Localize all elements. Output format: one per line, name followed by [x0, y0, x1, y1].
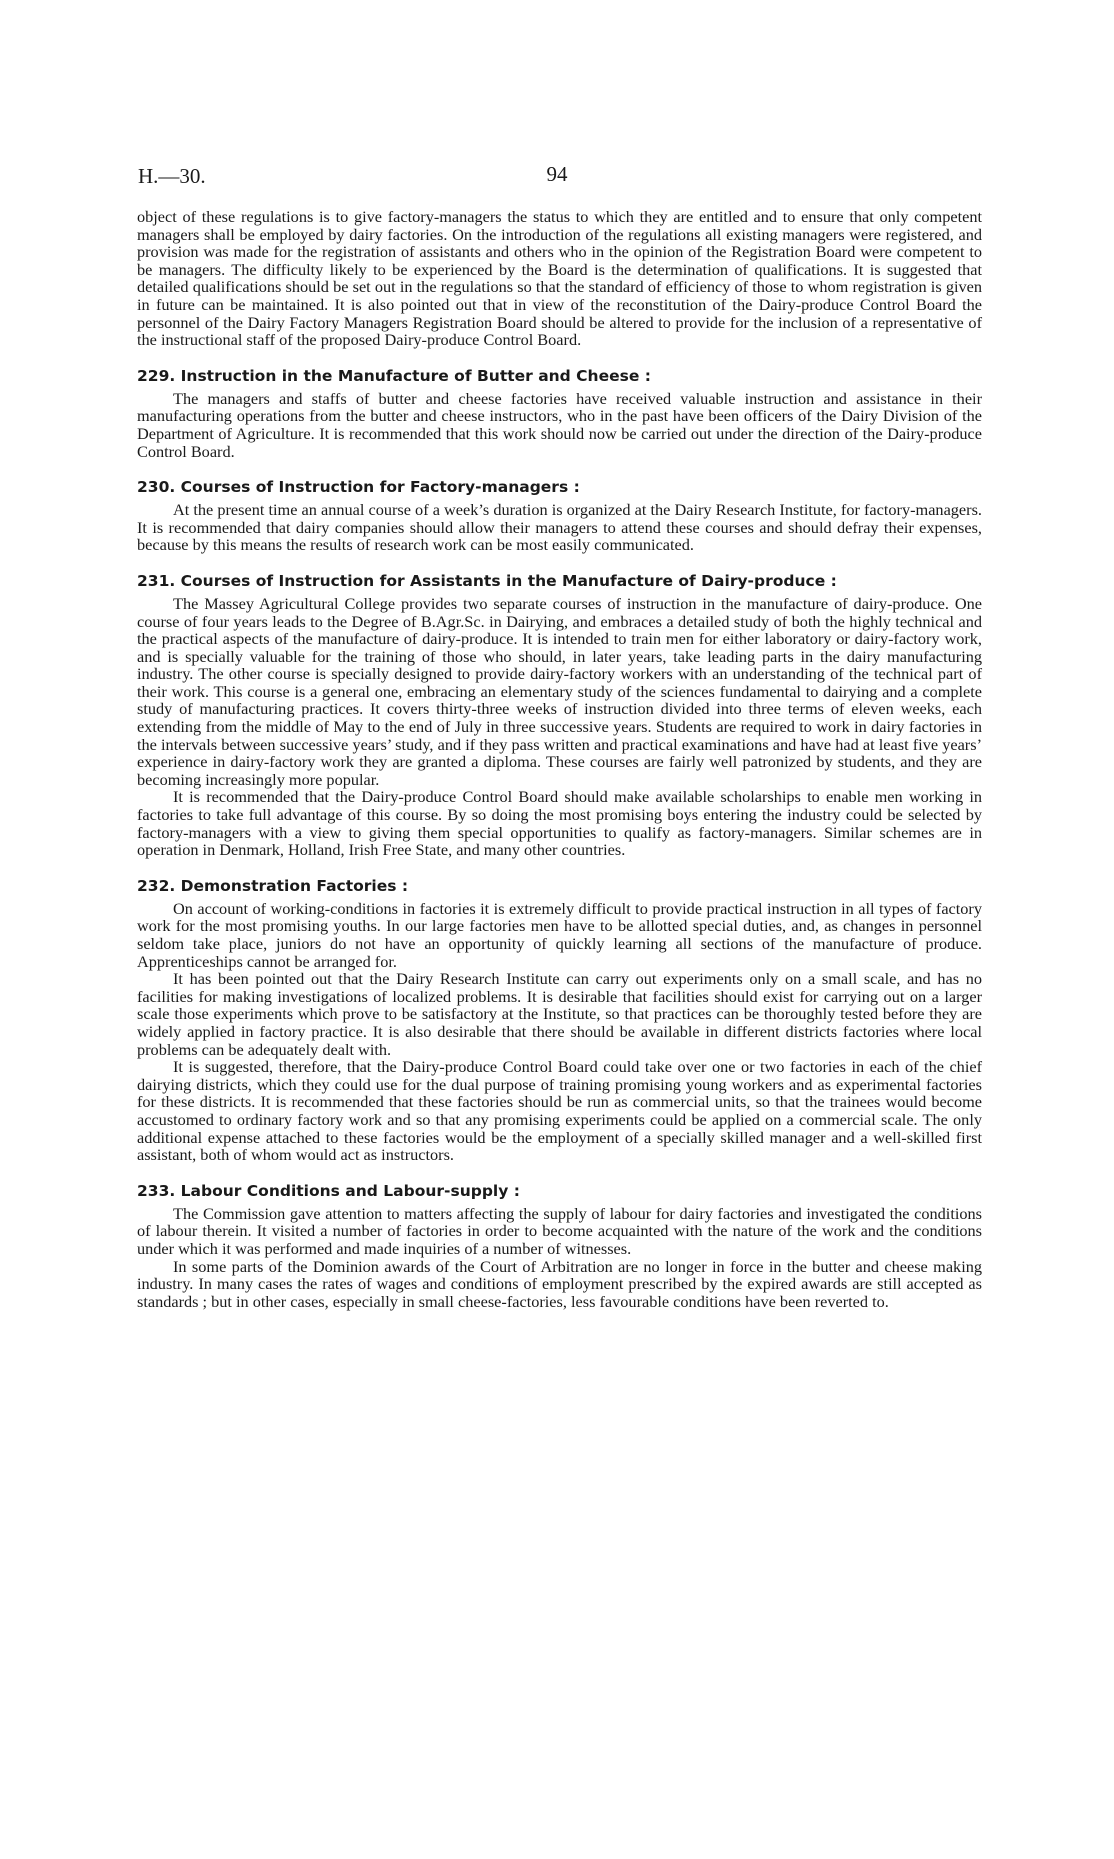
page-number: 94: [546, 162, 568, 186]
section-233-paragraph-2: In some parts of the Dominion awards of the Court of Arbitration are no longer in force in the butter and cheese making industry. In many cases the rates of wages and conditions of employment prescribed by the expired awards are still accepted as standards ; but in other cases, especially in small cheese-factories, less favourable conditions have been reverted to.: [137, 1256, 982, 1311]
section-heading-230: 230. Courses of Instruction for Factory-managers :: [137, 478, 580, 497]
section-232-paragraph-2: It has been pointed out that the Dairy Research Institute can carry out experiments only on a small scale, and has no facilities for making investigations of localized problems. It is desirable that facilities should exist for carrying out on a larger scale those experiments which prove to be satisfactory at the Institute, so that practices can be thoroughly tested before they are widely applied in factory practice. It is also desirable that there should be available in different districts factories where local problems can be adequately dealt with.: [137, 969, 982, 1059]
section-231-paragraph-1: The Massey Agricultural College provides two separate courses of instruction in the manufacture of dairy-produce. One course of four years leads to the Degree of B.Agr.Sc. in Dairying, and embraces a detailed study of both the highly technical and the practical aspects of the manufacture of dairy-produce. It is intended to train men for either laboratory or dairy-factory work, and is specially valuable for the training of those who should, in later years, take leading parts in the dairy manufacturing industry. The other course is specially designed to provide dairy-factory workers with an understanding of the technical part of their work. This course is a general one, embracing an elementary study of the sciences fundamental to dairying and a complete study of manufacturing practices. It covers thirty-three weeks of instruction divided into three terms of eleven weeks, each extending from the middle of May to the end of July in three successive years. Students are required to work in dairy factories in the intervals between successive years’ study, and if they pass written and practical examinations and have had at least five years’ experience in dairy-factory work they are granted a diploma. These courses are fairly well patronized by students, and they are becoming increasingly more popular.: [137, 593, 982, 789]
intro-paragraph: object of these regulations is to give factory-managers the status to which they are entitled and to ensure that only competent managers shall be employed by dairy factories. On the introduction of the regulations all existing managers were registered, and provision was made for the registration of assistants and others who in the opinion of the Registration Board were competent to be managers. The difficulty likely to be experienced by the Board is the determination of qualifications. It is suggested that detailed qualifications should be set out in the regulations so that the standard of efficiency of those to whom registration is given in future can be maintained. It is also pointed out that in view of the reconstitution of the Dairy-produce Control Board the personnel of the Dairy Factory Managers Registration Board should be altered to provide for the inclusion of a representative of the instructional staff of the proposed Dairy-produce Control Board.: [137, 207, 982, 350]
section-232-paragraph-1: On account of working-conditions in factories it is extremely difficult to provide practical instruction in all types of factory work for the most promising youths. In our large factories men have to be allotted special duties, and, as changes in personnel seldom take place, juniors do not have an opportunity of quickly learning all sections of the manufacture of produce. Apprenticeships cannot be arranged for.: [137, 898, 982, 971]
section-heading-233: 233. Labour Conditions and Labour-supply :: [137, 1181, 520, 1200]
section-231-paragraph-2: It is recommended that the Dairy-produce Control Board should make available scholarships to enable men working in factories to take full advantage of this course. By so doing the most promising boys entering the industry could be selected by factory-managers with a view to giving them special opportunities to qualify as factory-managers. Similar schemes are in operation in Denmark, Holland, Irish Free State, and many other countries.: [137, 787, 982, 860]
section-233-paragraph-1: The Commission gave attention to matters affecting the supply of labour for dairy factories and investigated the conditions of labour therein. It visited a number of factories in order to become acquainted with the nature of the work and the conditions under which it was performed and made inquiries of a number of witnesses.: [137, 1203, 982, 1258]
document-body: [137, 208, 982, 1310]
section-heading-229: 229. Instruction in the Manufacture of Butter and Cheese :: [137, 366, 651, 385]
section-heading-231: 231. Courses of Instruction for Assistants in the Manufacture of Dairy-produce :: [137, 571, 837, 590]
section-heading-232: 232. Demonstration Factories :: [137, 876, 409, 895]
document-reference: H.—30.: [138, 164, 206, 188]
section-230-paragraph: At the present time an annual course of a week’s duration is organized at the Dairy Research Institute, for factory-managers. It is recommended that dairy companies should allow their managers to attend these courses and should defray their expenses, because by this means the results of research work can be most easily communicated.: [137, 500, 982, 555]
section-229-paragraph: The managers and staffs of butter and cheese factories have received valuable instruction and assistance in their manufacturing operations from the butter and cheese instructors, who in the past have been officers of the Dairy Division of the Department of Agriculture. It is recommended that this work should now be carried out under the direction of the Dairy-produce Control Board.: [137, 388, 982, 461]
section-232-paragraph-3: It is suggested, therefore, that the Dairy-produce Control Board could take over one or two factories in each of the chief dairying districts, which they could use for the dual purpose of training promising young workers and as experimental factories for these districts. It is recommended that these factories should be run as commercial units, so that the trainees would become accustomed to ordinary factory work and so that any promising experiments could be applied on a commercial scale. The only additional expense attached to these factories would be the employment of a specially skilled manager and a well-skilled first assistant, both of whom would act as instructors.: [137, 1057, 982, 1165]
page-header: [138, 164, 976, 194]
